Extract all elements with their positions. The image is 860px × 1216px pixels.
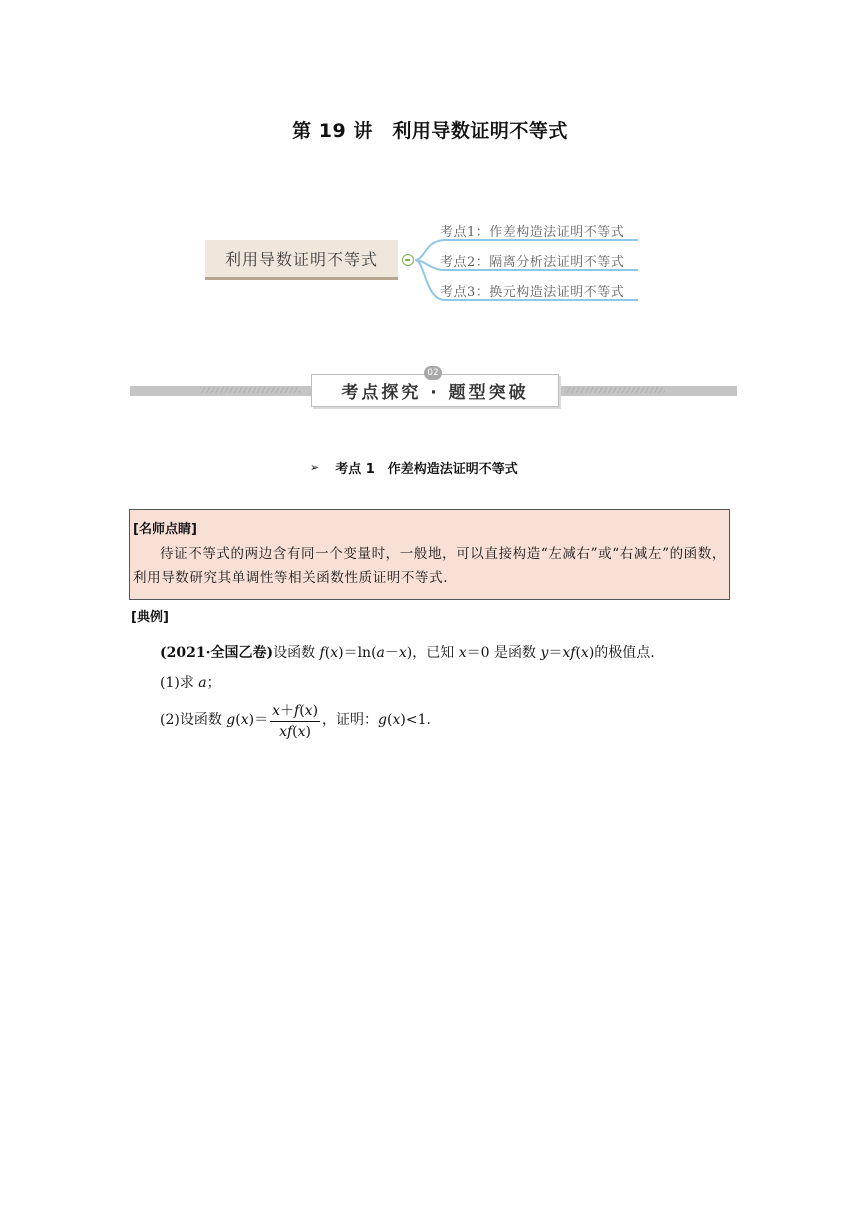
banner-number-badge: 02 — [424, 366, 442, 380]
mindmap-branch-1: 考点1：作差构造法证明不等式 — [440, 225, 625, 240]
question-2: (2)设函数 g(x)＝ $\frac{x+f(x)}{xf(x)}$ ，证明：g(x)<1. — [160, 700, 431, 740]
mindmap-branch-3: 考点3：换元构造法证明不等式 — [440, 285, 625, 300]
tip-label: [名师点睛] — [133, 522, 197, 537]
mindmap-root: 利用导数证明不等式 — [205, 240, 398, 280]
kaodian-heading — [310, 458, 518, 477]
example-source: (2021·全国乙卷) — [160, 645, 274, 661]
example-label: [典例] — [131, 610, 169, 625]
kaodian-heading-text: 考点 1 作差构造法证明不等式 — [335, 462, 518, 477]
section-banner: 考点探究 · 题型突破 — [311, 374, 559, 407]
tip-box — [129, 509, 730, 600]
example-stem: (2021·全国乙卷)设函数 f(x)＝ln(a－x)，已知 x＝0 是函数 y＝xf(x)的极值点. — [160, 645, 655, 661]
fraction: $\frac{x+f(x)}{xf(x)}$ — [270, 700, 320, 740]
question-1: (1)求 a； — [160, 675, 221, 691]
arrow-right-icon: ➢ — [310, 461, 320, 474]
banner-hatch-right — [565, 387, 665, 393]
page-title: 第 19 讲 利用导数证明不等式 — [292, 120, 568, 142]
mindmap-branch-2: 考点2：隔离分析法证明不等式 — [440, 255, 625, 270]
banner-hatch-left — [200, 387, 300, 393]
tip-text: 待证不等式的两边含有同一个变量时，一般地，可以直接构造“左减右”或“右减左”的函数，利用导数研究其单调性等相关函数性质证明不等式. — [133, 546, 726, 586]
